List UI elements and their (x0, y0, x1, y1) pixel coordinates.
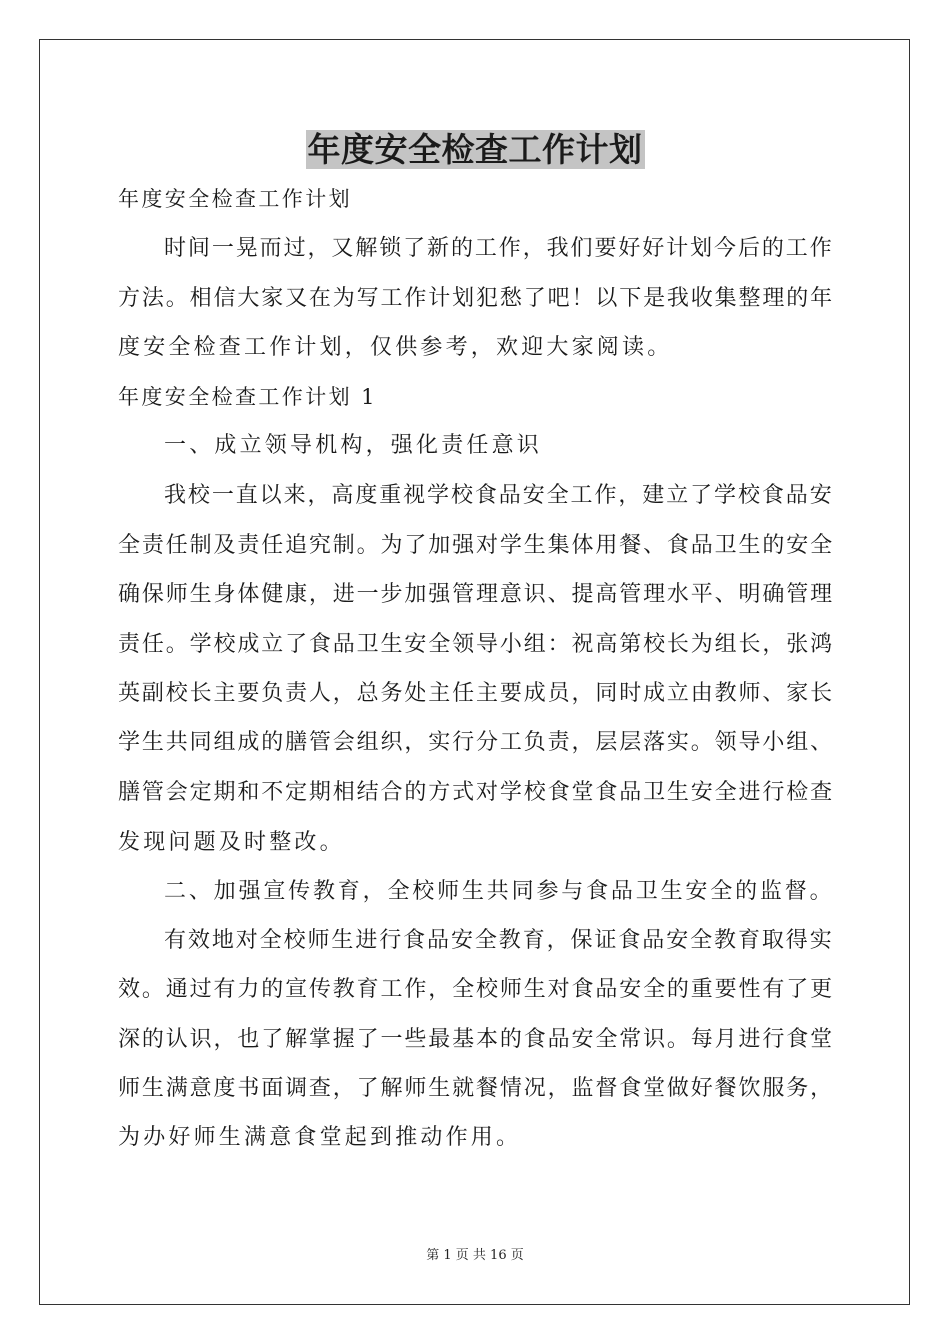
body-text-line: 我校一直以来，高度重视学校食品安全工作，建立了学校食品安 (164, 483, 834, 508)
body-text-line: 有效地对全校师生进行食品安全教育，保证食品安全教育取得实 (164, 928, 834, 953)
section-heading: 年度安全检查工作计划 1 (118, 385, 377, 409)
document-title (0, 128, 950, 172)
body-text-line: 二、加强宣传教育，全校师生共同参与食品卫生安全的监督。 (164, 879, 835, 904)
body-text-line: 为办好师生满意食堂起到推动作用。 (118, 1125, 522, 1150)
body-text-line: 膳管会定期和不定期相结合的方式对学校食堂食品卫生安全进行检查 (118, 780, 835, 805)
body-text-line: 学生共同组成的膳管会组织，实行分工负责，层层落实。领导小组、 (118, 730, 835, 755)
section-heading: 年度安全检查工作计划 (118, 187, 352, 211)
body-text-line: 效。通过有力的宣传教育工作，全校师生对食品安全的重要性有了更 (118, 977, 835, 1002)
body-text-line: 确保师生身体健康，进一步加强管理意识、提高管理水平、明确管理 (118, 582, 835, 607)
page-footer: 第 1 页 共 16 页 (426, 1248, 524, 1263)
document-title-text: 年度安全检查工作计划 (307, 130, 643, 169)
body-text-line: 发现问题及时整改。 (118, 830, 345, 855)
body-text-line: 一、成立领导机构，强化责任意识 (164, 433, 543, 458)
body-text-line: 度安全检查工作计划，仅供参考，欢迎大家阅读。 (118, 335, 673, 360)
body-text-line: 时间一晃而过，又解锁了新的工作，我们要好好计划今后的工作 (164, 236, 834, 261)
body-text-line: 全责任制及责任追究制。为了加强对学生集体用餐、食品卫生的安全 (118, 533, 835, 558)
body-text-line: 英副校长主要负责人，总务处主任主要成员，同时成立由教师、家长 (118, 681, 835, 706)
body-text-line: 师生满意度书面调查，了解师生就餐情况，监督食堂做好餐饮服务， (118, 1076, 835, 1101)
page-border (39, 39, 910, 1305)
body-text-line: 方法。相信大家又在为写工作计划犯愁了吧！以下是我收集整理的年 (118, 286, 835, 311)
body-text-line: 责任。学校成立了食品卫生安全领导小组：祝高第校长为组长，张鸿 (118, 632, 835, 657)
body-text-line: 深的认识，也了解掌握了一些最基本的食品安全常识。每月进行食堂 (118, 1027, 835, 1052)
